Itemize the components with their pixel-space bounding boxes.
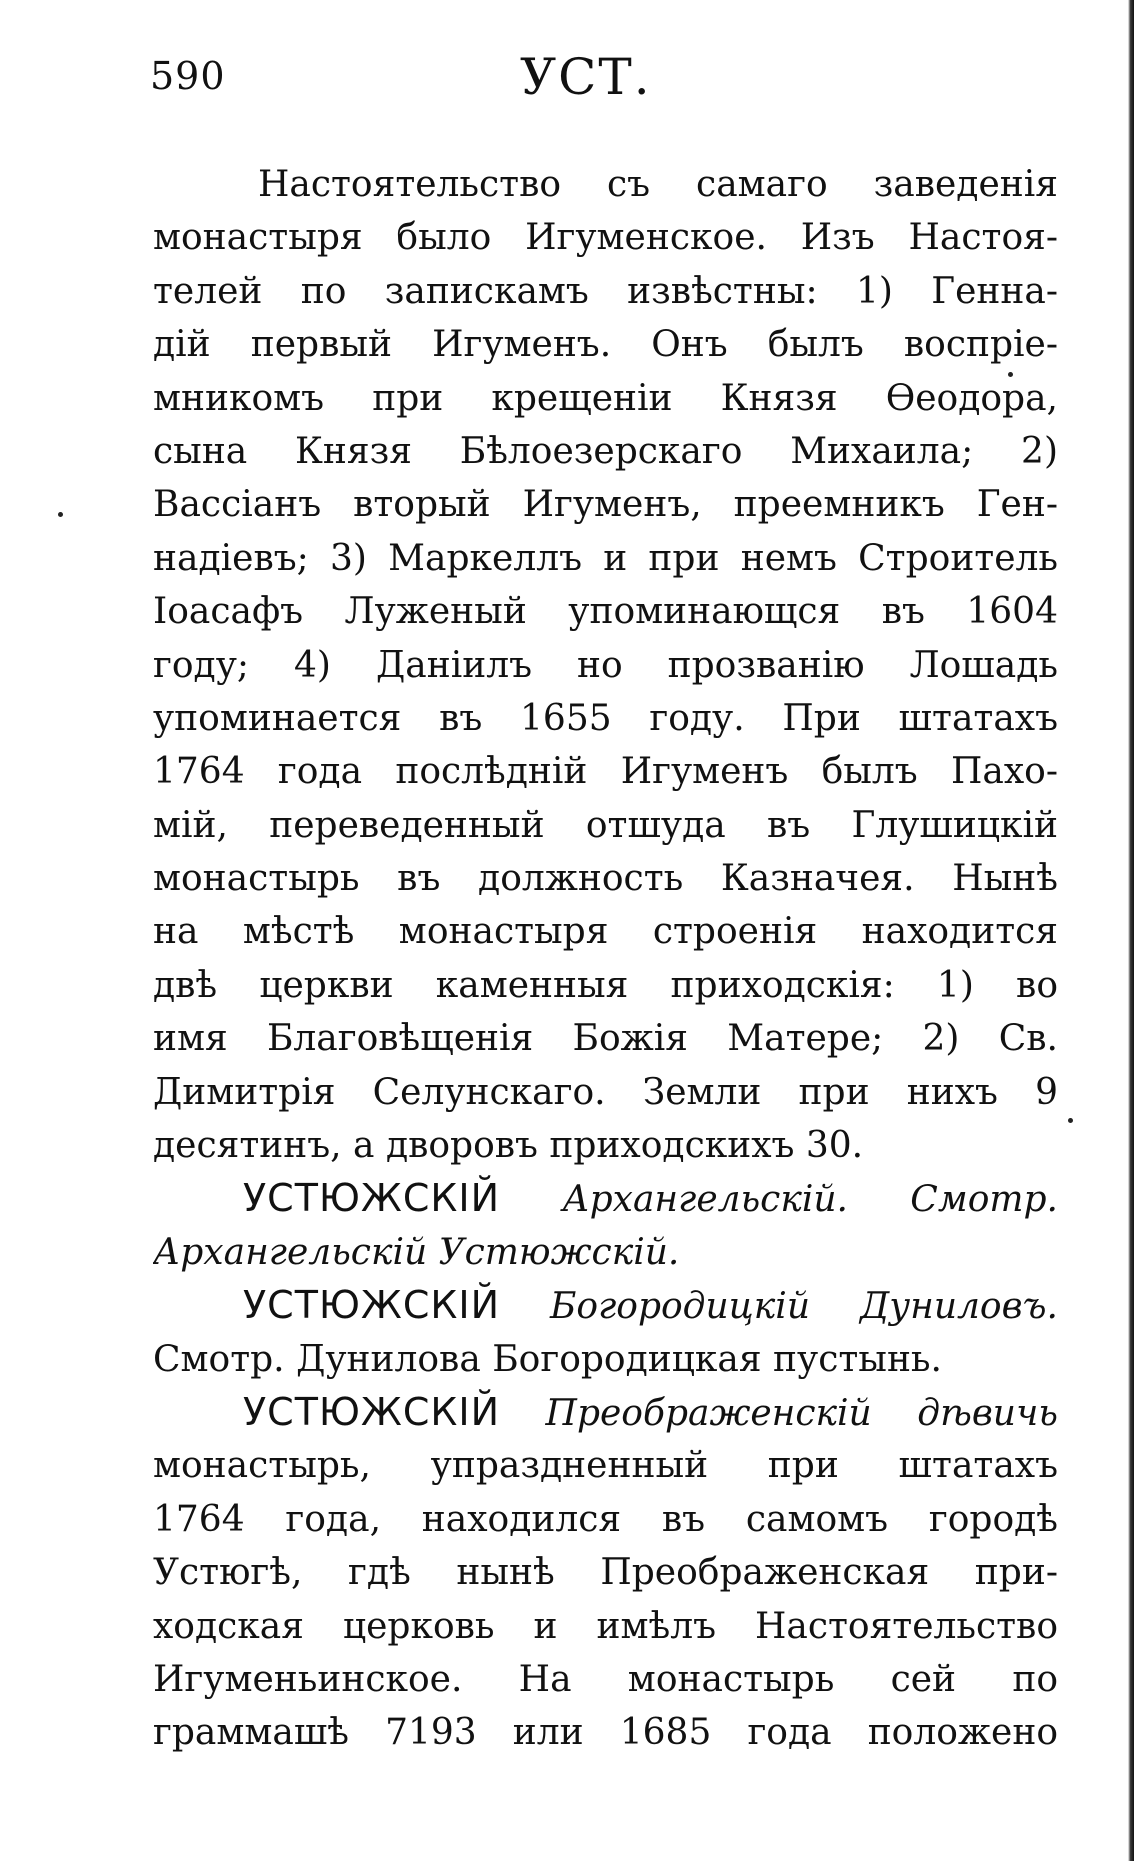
text-line: упоминается въ 1655 году. При штатахъ xyxy=(153,697,1058,739)
entry-text: Богородицкій Дуниловъ. xyxy=(549,1286,1058,1328)
text-line: Настоятельство съ самаго заведенія xyxy=(258,164,1058,205)
text-line: монастырь въ должность Казначея. Нынѣ xyxy=(153,858,1058,900)
page-number: 590 xyxy=(150,54,226,98)
page-header xyxy=(150,48,1020,108)
text-line: Смотр. Дунилова Богородицкая пустынь. xyxy=(153,1338,942,1380)
text-line: надіевъ; 3) Маркеллъ и при немъ Строитель xyxy=(153,537,1058,579)
text-line: на мѣстѣ монастыря строенія находится xyxy=(153,911,1058,953)
text-line: ходская церковь и имѣлъ Настоятельство xyxy=(153,1605,1058,1647)
entry-text: Архангельскій. Смотр. xyxy=(562,1179,1058,1221)
text-line: граммашѣ 7193 или 1685 года положено xyxy=(153,1712,1058,1754)
text-line: сына Князя Бѣлоезерскаго Михаила; 2) xyxy=(153,430,1058,472)
text-line: двѣ церкви каменныя приходскія: 1) во xyxy=(153,964,1058,1006)
entry-text: Преображенскій дѣвичь xyxy=(545,1392,1058,1434)
text-line: Вассіанъ вторый Игуменъ, преемникъ Ген- xyxy=(153,484,1058,526)
text-line: году; 4) Даніилъ но прозванію Лошадь xyxy=(153,644,1058,686)
body-text xyxy=(153,158,1058,1760)
text-line: Игуменьинское. На монастырь сей по xyxy=(153,1658,1058,1700)
text-line: телей по запискамъ извѣстны: 1) Генна- xyxy=(153,270,1058,312)
ink-speck xyxy=(58,512,63,517)
text-line: Іоасафъ Луженый упоминающся въ 1604 xyxy=(153,591,1058,633)
text-line: дій первый Игуменъ. Онъ былъ воспріе- xyxy=(153,324,1058,366)
text-line: 1764 года, находился въ самомъ городѣ xyxy=(153,1498,1058,1540)
text-line: 1764 года послѣдній Игуменъ былъ Пахо- xyxy=(153,751,1058,793)
text-line: монастыря было Игуменское. Изъ Настоя- xyxy=(153,217,1058,259)
text-line: мникомъ при крещеніи Князя Ѳеодора, xyxy=(153,377,1058,419)
text-line: Архангельскій Устюжскій. xyxy=(153,1231,680,1273)
text-line: Димитрія Селунскаго. Земли при нихъ 9 xyxy=(153,1071,1058,1113)
running-head: УСТ. xyxy=(520,48,652,106)
text-line: Устюгѣ, гдѣ нынѣ Преображенская при- xyxy=(153,1552,1058,1594)
entry-heading-line xyxy=(153,1279,1058,1332)
ink-speck xyxy=(1068,1118,1073,1123)
text-line: мій, переведенный отшуда въ Глушицкій xyxy=(153,804,1058,846)
text-line: монастырь, упраздненный при штатахъ xyxy=(153,1445,1058,1487)
entry-heading-line xyxy=(153,1172,1058,1225)
entry-heading: УСТЮЖСКІЙ xyxy=(243,1283,501,1328)
entry-heading: УСТЮЖСКІЙ xyxy=(243,1176,501,1221)
entry-heading-line xyxy=(153,1386,1058,1439)
page-edge-shadow xyxy=(1128,0,1134,1861)
entry-heading: УСТЮЖСКІЙ xyxy=(243,1389,501,1434)
text-line: имя Благовѣщенія Божія Матере; 2) Св. xyxy=(153,1018,1058,1060)
text-line: десятинъ, а дворовъ приходскихъ 30. xyxy=(153,1125,864,1167)
